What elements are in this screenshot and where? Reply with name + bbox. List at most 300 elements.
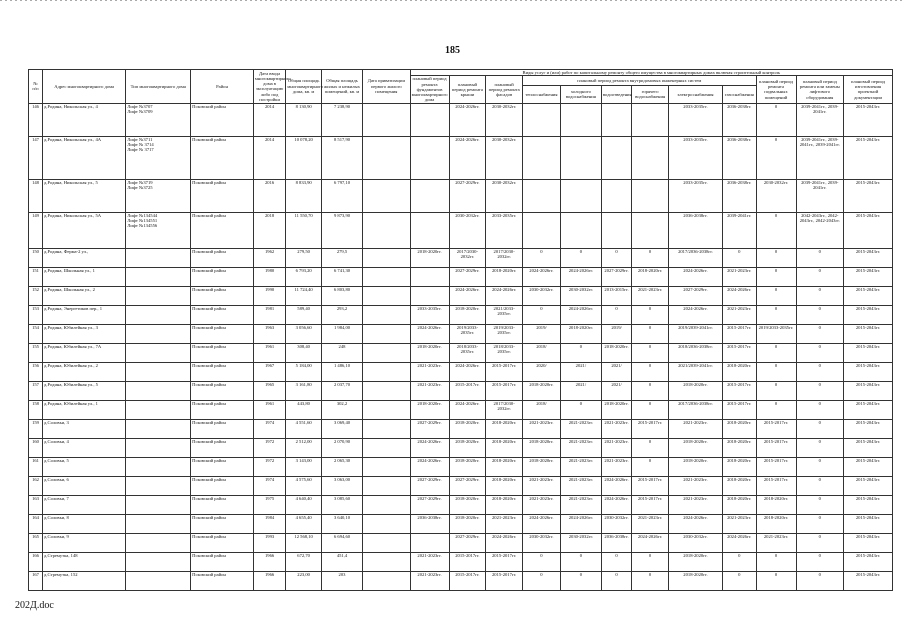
cell-roof: 2024-2026гг. <box>449 362 486 381</box>
cell-living: 2 070,90 <box>321 438 362 457</box>
cell-district: Псковский район <box>191 514 254 533</box>
cell-gas: 0 <box>722 552 756 571</box>
cell-roof: 2018/2033-2035гг. <box>449 343 486 362</box>
cell-project: 2015-2043гг. <box>844 212 893 248</box>
col-basement: плановый период ремонта подвальных помещений <box>756 76 796 103</box>
cell-heat <box>523 103 561 136</box>
cell-basement: 2018-2020гг. <box>756 514 796 533</box>
cell-addr: д.Родина, Юбилейная ул., 1 <box>43 400 126 419</box>
col-type: Тип многоквартирного дома <box>126 70 191 104</box>
cell-year: 1993 <box>253 533 285 552</box>
cell-priv <box>363 533 411 552</box>
scan-edge <box>0 0 905 1</box>
cell-hot: 2021-2023гг. <box>632 286 669 305</box>
cell-basement: 0 <box>756 400 796 419</box>
cell-roof: 2015-2017гг. <box>449 552 486 571</box>
cell-roof: 2024-2026гг. <box>449 400 486 419</box>
cell-hot: 0 <box>632 457 669 476</box>
cell-facade: 2015-2017гг. <box>486 362 523 381</box>
cell-basement: 2030-2032гг. <box>756 179 796 212</box>
cell-cold <box>560 103 601 136</box>
table-row <box>29 136 893 179</box>
col-foundation: плановый период ремонта фундаментов многоквартирного дома <box>411 76 448 103</box>
cell-gas: 0 <box>722 571 756 590</box>
cell-facade: 2017/2030-2032гг. <box>486 248 523 267</box>
cell-cold: 2024-2026гг. <box>560 267 601 286</box>
cell-basement: 2018-2020гг. <box>756 495 796 514</box>
cell-lift: 0 <box>796 476 844 495</box>
cell-elec: 2018-2020гг. <box>668 381 722 400</box>
cell-hot: 0 <box>632 438 669 457</box>
cell-cold: 0 <box>560 248 601 267</box>
table-row <box>29 571 893 590</box>
cell-lift: 0 <box>796 324 844 343</box>
cell-district: Псковский район <box>191 457 254 476</box>
cell-found <box>410 103 449 136</box>
cell-priv <box>363 212 411 248</box>
cell-sewer: 2021/ <box>601 362 631 381</box>
cell-sewer: 0 <box>601 248 631 267</box>
cell-facade: 2024-2026гг. <box>486 286 523 305</box>
table-row <box>29 305 893 324</box>
table-row <box>29 457 893 476</box>
cell-roof: 2027-2029гг. <box>449 476 486 495</box>
cell-district: Псковский район <box>191 419 254 438</box>
cell-type <box>126 571 191 590</box>
cell-sewer: 2021-2023гг. <box>601 419 631 438</box>
cell-lift: 0 <box>796 400 844 419</box>
cell-sewer: 2027-2029гг. <box>601 267 631 286</box>
cell-n: 146 <box>29 103 43 136</box>
table-row <box>29 343 893 362</box>
cell-cold: 2021-2023гг. <box>560 457 601 476</box>
cell-elec: 2030-2032гг. <box>668 533 722 552</box>
col-services: Виды услуг и (или) работ по капитальному ремонту общего имущества в многоквартирных домах включая строительный контроль <box>410 70 892 76</box>
cell-sewer: 2030-2032гг. <box>601 514 631 533</box>
cell-cold: 0 <box>560 552 601 571</box>
cell-total: 8 130,90 <box>286 103 322 136</box>
cell-district: Псковский район <box>191 552 254 571</box>
cell-priv <box>363 571 411 590</box>
cell-n: 158 <box>29 400 43 419</box>
cell-elec: 2024-2026гг. <box>668 267 722 286</box>
table-row <box>29 179 893 212</box>
table-row <box>29 400 893 419</box>
cell-found: 2036-2038гг. <box>410 514 449 533</box>
cell-year: 1980 <box>253 267 285 286</box>
cell-living: 2 065,30 <box>321 457 362 476</box>
cell-n: 159 <box>29 419 43 438</box>
cell-year: 1984 <box>253 514 285 533</box>
cell-lift: 0 <box>796 381 844 400</box>
cell-total: 11 724,40 <box>286 286 322 305</box>
cell-elec: 2024-2026гг. <box>668 514 722 533</box>
cell-heat: 0 <box>523 305 561 324</box>
cell-addr: д.Родина, Школьная ул., 1 <box>43 267 126 286</box>
cell-heat: 0 <box>523 571 561 590</box>
cell-addr: д.Родина, Никольская ул., 4 <box>43 103 126 136</box>
cell-gas: 2015-2017гг. <box>722 400 756 419</box>
cell-living: 3 069,40 <box>321 419 362 438</box>
cell-district: Псковский район <box>191 136 254 179</box>
cell-year: 1974 <box>253 419 285 438</box>
cell-living: 8 517,90 <box>321 136 362 179</box>
cell-n: 149 <box>29 212 43 248</box>
cell-priv <box>363 179 411 212</box>
cell-type <box>126 324 191 343</box>
cell-year: 1966 <box>253 552 285 571</box>
cell-found: 2027-2029гг. <box>410 476 449 495</box>
cell-living: 6 797,10 <box>321 179 362 212</box>
cell-total: 4 575,60 <box>286 476 322 495</box>
cell-project: 2015-2043гг. <box>844 343 893 362</box>
cell-heat: 0 <box>523 552 561 571</box>
cell-living: 1 984,00 <box>321 324 362 343</box>
cell-living: 279,5 <box>321 248 362 267</box>
cell-cold: 2021-2023гг. <box>560 419 601 438</box>
cell-facade: 2015-2017гг. <box>486 381 523 400</box>
cell-sewer: 2019/ <box>601 324 631 343</box>
cell-year: 1974 <box>253 476 285 495</box>
cell-project: 2015-2043гг. <box>844 457 893 476</box>
cell-basement: 0 <box>756 103 796 136</box>
cell-elec: 2021-2023гг. <box>668 476 722 495</box>
cell-cold <box>560 212 601 248</box>
cell-heat: 2021-2023гг. <box>523 495 561 514</box>
cell-district: Псковский район <box>191 103 254 136</box>
cell-found <box>410 267 449 286</box>
cell-n: 165 <box>29 533 43 552</box>
cell-n: 157 <box>29 381 43 400</box>
table-row <box>29 248 893 267</box>
cell-lift: 2039-2041гг., 2039-2041гг., 2039-2041гг. <box>796 136 844 179</box>
cell-priv <box>363 400 411 419</box>
cell-found <box>410 286 449 305</box>
footer-filename: 202Д.doc <box>15 600 54 611</box>
cell-n: 148 <box>29 179 43 212</box>
cell-type <box>126 476 191 495</box>
cell-lift: 0 <box>796 305 844 324</box>
cell-project: 2015-2043гг. <box>844 476 893 495</box>
cell-cold: 2021/ <box>560 362 601 381</box>
cell-living: 9 873,90 <box>321 212 362 248</box>
cell-basement: 2019/2033-2035гг. <box>756 324 796 343</box>
col-total-area: Общая площадь многоквартирного дома, кв. м <box>286 70 322 104</box>
cell-type <box>126 419 191 438</box>
cell-year: 1961 <box>253 400 285 419</box>
cell-elec: 2021/2039-2041гг. <box>668 362 722 381</box>
cell-facade: 2030-2032гг. <box>486 179 523 212</box>
cell-found: 2021-2023гг. <box>410 381 449 400</box>
cell-sewer: 2036-2038гг. <box>601 533 631 552</box>
cell-facade: 2018/2033-2035гг. <box>486 343 523 362</box>
table-row <box>29 381 893 400</box>
cell-cold: 0 <box>560 343 601 362</box>
cell-sewer: 2018-2020гг. <box>601 400 631 419</box>
cell-n: 163 <box>29 495 43 514</box>
cell-total: 4 551,60 <box>286 419 322 438</box>
cell-facade: 2018-2020гг. <box>486 267 523 286</box>
cell-heat: 2018/ <box>523 400 561 419</box>
col-hot: горячего водоснабжения <box>632 85 669 103</box>
cell-lift: 0 <box>796 438 844 457</box>
cell-addr: д.Соловьи, 6 <box>43 476 126 495</box>
cell-basement: 0 <box>756 212 796 248</box>
cell-lift: 0 <box>796 552 844 571</box>
cell-type <box>126 457 191 476</box>
cell-district: Псковский район <box>191 400 254 419</box>
cell-heat: 2024-2026гг. <box>523 514 561 533</box>
cell-roof: 2018-2020гг. <box>449 495 486 514</box>
cell-hot <box>632 136 669 179</box>
cell-n: 155 <box>29 343 43 362</box>
cell-hot: 0 <box>632 381 669 400</box>
table-row <box>29 514 893 533</box>
cell-basement: 2015-2017гг. <box>756 438 796 457</box>
cell-living: 1 486,10 <box>321 362 362 381</box>
cell-hot: 0 <box>632 362 669 381</box>
cell-found: 2021-2023гг. <box>410 571 449 590</box>
cell-living: 203 <box>321 571 362 590</box>
cell-district: Псковский район <box>191 267 254 286</box>
cell-elec: 2019/2039-2041гг. <box>668 324 722 343</box>
cell-basement: 2015-2017гг. <box>756 419 796 438</box>
cell-priv <box>363 552 411 571</box>
cell-heat: 2018-2020гг. <box>523 438 561 457</box>
col-living-area: Общая площадь жилых и нежилых помещений, кв. м <box>321 70 362 104</box>
cell-elec: 2018-2020гг. <box>668 571 722 590</box>
cell-heat: 2030-2032гг. <box>523 533 561 552</box>
table-row <box>29 267 893 286</box>
cell-total: 11 550,70 <box>286 212 322 248</box>
cell-basement: 0 <box>756 136 796 179</box>
cell-type <box>126 438 191 457</box>
cell-lift: 0 <box>796 571 844 590</box>
cell-sewer: 2013-2015гг. <box>601 286 631 305</box>
cell-addr: д.Соловьи, 4 <box>43 438 126 457</box>
col-priv-date: Дата приватизации первого жилого помещения <box>363 70 411 104</box>
cell-elec: 2033-2035гг. <box>668 103 722 136</box>
cell-elec: 2021-2023гг. <box>668 419 722 438</box>
cell-heat: 2019/ <box>523 324 561 343</box>
cell-sewer: 0 <box>601 305 631 324</box>
cell-gas: 2018-2020гг. <box>722 362 756 381</box>
cell-type: Лифт №3719 Лифт №3725 <box>126 179 191 212</box>
cell-type <box>126 343 191 362</box>
cell-cold: 0 <box>560 571 601 590</box>
cell-lift: 2039-2041гг., 2039-2041гг. <box>796 179 844 212</box>
table-row <box>29 476 893 495</box>
cell-heat: 2018-2020гг. <box>523 381 561 400</box>
cell-facade: 2019/2033-2035гг. <box>486 324 523 343</box>
cell-roof: 2019/2033-2035гг. <box>449 324 486 343</box>
cell-heat: 0 <box>523 248 561 267</box>
cell-total: 672,70 <box>286 552 322 571</box>
cell-n: 160 <box>29 438 43 457</box>
col-systems: плановый период ремонта внутридомовых инженерных систем <box>523 76 756 86</box>
cell-sewer: 0 <box>601 571 631 590</box>
cell-gas: 2018-2020гг. <box>722 438 756 457</box>
cell-addr: д.Соловьи, 5 <box>43 457 126 476</box>
table-row <box>29 362 893 381</box>
cell-sewer: 2024-2026гг. <box>601 476 631 495</box>
cell-project: 2015-2043гг. <box>844 179 893 212</box>
col-heat: теплоснабжения <box>523 85 561 103</box>
table-row <box>29 212 893 248</box>
cell-living: 3 640,10 <box>321 514 362 533</box>
cell-total: 10 078,20 <box>286 136 322 179</box>
cell-hot: 2015-2017гг. <box>632 476 669 495</box>
cell-gas: 2015-2017гг. <box>722 343 756 362</box>
cell-basement: 0 <box>756 552 796 571</box>
cell-cold: 2030-2032гг. <box>560 286 601 305</box>
cell-lift: 0 <box>796 267 844 286</box>
cell-facade: 2018-2020гг. <box>486 495 523 514</box>
cell-gas: 2021-2023гг. <box>722 514 756 533</box>
cell-type <box>126 305 191 324</box>
table-row <box>29 324 893 343</box>
cell-found: 2033-2035гг. <box>410 305 449 324</box>
cell-hot: 0 <box>632 305 669 324</box>
cell-gas: 2036-2038гг. <box>722 179 756 212</box>
cell-hot: 2015-2017гг. <box>632 495 669 514</box>
col-year: Дата ввода многоквартирного дома в эксплуатацию либо под постройки <box>254 70 291 102</box>
cell-heat <box>523 179 561 212</box>
cell-priv <box>363 136 411 179</box>
cell-project: 2015-2043гг. <box>844 571 893 590</box>
col-num: № п/п <box>29 70 43 104</box>
cell-lift: 0 <box>796 286 844 305</box>
cell-addr: д.Родина, Юбилейная ул., 7А <box>43 343 126 362</box>
cell-type: Лифт №3707 Лифт №3709 <box>126 103 191 136</box>
cell-hot: 2018-2020гг. <box>632 267 669 286</box>
cell-project: 2015-2043гг. <box>844 419 893 438</box>
cell-found <box>410 212 449 248</box>
cell-addr: д.Родина, Никольская ул., 5 <box>43 179 126 212</box>
cell-facade: 2021-2023гг. <box>486 514 523 533</box>
cell-living: 451,4 <box>321 552 362 571</box>
cell-living: 2 037,70 <box>321 381 362 400</box>
cell-year: 2018 <box>253 212 285 248</box>
cell-total: 589,40 <box>286 305 322 324</box>
cell-roof: 2027-2029гг. <box>449 179 486 212</box>
cell-sewer: 2018-2020гг. <box>601 343 631 362</box>
cell-year: 1981 <box>253 305 285 324</box>
cell-roof: 2027-2029гг. <box>449 533 486 552</box>
cell-gas: 2018-2020гг. <box>722 476 756 495</box>
cell-project: 2015-2043гг. <box>844 552 893 571</box>
cell-lift: 0 <box>796 248 844 267</box>
cell-total: 279,50 <box>286 248 322 267</box>
cell-lift: 2039-2041гг., 2039-2041гг. <box>796 103 844 136</box>
cell-found: 2027-2029гг. <box>410 495 449 514</box>
cell-basement: 0 <box>756 362 796 381</box>
cell-elec: 2018-2020гг. <box>668 552 722 571</box>
cell-addr: д.Соловьи, 7 <box>43 495 126 514</box>
cell-cold: 2024-2026гг. <box>560 305 601 324</box>
cell-cold: 0 <box>560 400 601 419</box>
cell-lift: 0 <box>796 495 844 514</box>
cell-n: 164 <box>29 514 43 533</box>
cell-facade: 2030-2032гг. <box>486 136 523 179</box>
cell-priv <box>363 381 411 400</box>
cell-gas: 2015-2017гг. <box>722 324 756 343</box>
cell-elec: 2017/2036-2038гг. <box>668 248 722 267</box>
cell-year: 1962 <box>253 248 285 267</box>
cell-heat: 2021-2023гг. <box>523 476 561 495</box>
cell-type <box>126 400 191 419</box>
cell-gas: 2018-2020гг. <box>722 419 756 438</box>
cell-type <box>126 362 191 381</box>
cell-addr: д.Стремутка, 148 <box>43 552 126 571</box>
cell-project: 2015-2043гг. <box>844 136 893 179</box>
col-gas: газоснабжения <box>722 85 756 103</box>
cell-year: 1963 <box>253 324 285 343</box>
cell-gas: 0 <box>722 248 756 267</box>
cell-project: 2015-2043гг. <box>844 286 893 305</box>
cell-priv <box>363 286 411 305</box>
cell-gas: 2021-2023гг. <box>722 305 756 324</box>
cell-gas: 2018-2020гг. <box>722 495 756 514</box>
cell-district: Псковский район <box>191 305 254 324</box>
cell-hot: 0 <box>632 248 669 267</box>
cell-facade: 2033-2035гг. <box>486 212 523 248</box>
cell-project: 2015-2043гг. <box>844 324 893 343</box>
cell-total: 5 184,00 <box>286 362 322 381</box>
cell-facade: 2018-2020гг. <box>486 457 523 476</box>
table-body <box>29 103 893 590</box>
cell-found <box>410 533 449 552</box>
col-district: Район <box>191 70 254 104</box>
cell-facade: 2018-2020гг. <box>486 476 523 495</box>
col-lift: плановый период ремонта или замены лифтового оборудования <box>796 76 844 103</box>
cell-elec: 2018-2020гг. <box>668 438 722 457</box>
table-row <box>29 552 893 571</box>
cell-roof: 2030-2032гг. <box>449 212 486 248</box>
cell-lift: 0 <box>796 343 844 362</box>
cell-lift: 0 <box>796 419 844 438</box>
cell-elec: 2017/2036-2038гг. <box>668 400 722 419</box>
cell-found: 2021-2023гг. <box>410 552 449 571</box>
cell-year: 1967 <box>253 362 285 381</box>
cell-addr: д.Соловьи, 9 <box>43 533 126 552</box>
cell-gas: 2036-2038гг. <box>722 103 756 136</box>
cell-type: Лифт №3711 Лифт № 3714 Лифт № 3717 <box>126 136 191 179</box>
cell-elec: 2018-2020гг. <box>668 457 722 476</box>
cell-project: 2015-2043гг. <box>844 267 893 286</box>
cell-type <box>126 495 191 514</box>
cell-project: 2015-2043гг. <box>844 438 893 457</box>
cell-priv <box>363 267 411 286</box>
cell-addr: д.Родина, Юбилейная ул., 3 <box>43 324 126 343</box>
cell-district: Псковский район <box>191 438 254 457</box>
cell-gas: 2024-2026гг. <box>722 533 756 552</box>
cell-sewer: 2024-2026гг. <box>601 495 631 514</box>
table-row <box>29 103 893 136</box>
cell-hot: 0 <box>632 324 669 343</box>
cell-basement: 0 <box>756 343 796 362</box>
cell-cold: 2021/ <box>560 381 601 400</box>
cell-priv <box>363 103 411 136</box>
cell-found: 2018-2020гг. <box>410 400 449 419</box>
cell-total: 223,00 <box>286 571 322 590</box>
cell-cold <box>560 179 601 212</box>
cell-found: 2024-2026гг. <box>410 457 449 476</box>
cell-roof: 2018-2020гг. <box>449 419 486 438</box>
cell-living: 248 <box>321 343 362 362</box>
cell-roof: 2015-2017гг. <box>449 571 486 590</box>
cell-hot: 2015-2017гг. <box>632 419 669 438</box>
